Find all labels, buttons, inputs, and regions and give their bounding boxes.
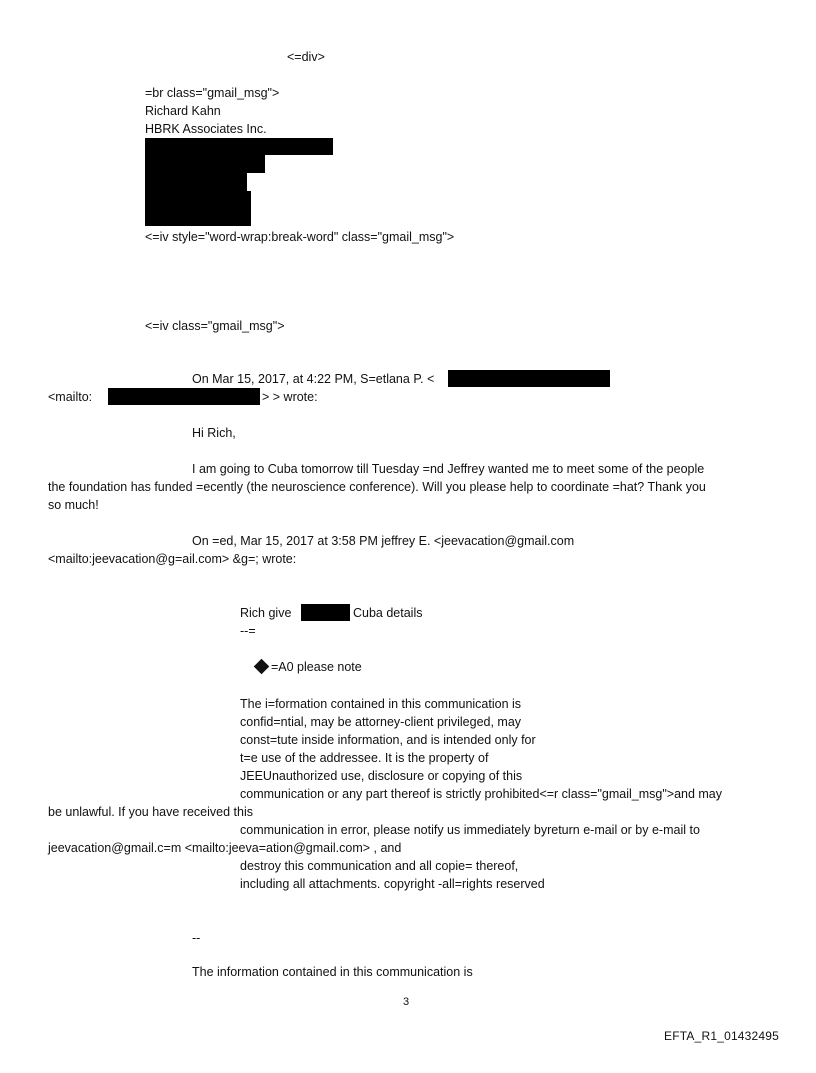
disclaimer-line: confid=ntial, may be attorney-client privileged, may	[240, 715, 522, 729]
disclaimer-line: destroy this communication and all copie= thereof,	[240, 859, 519, 873]
disclaimer-line: const=tute inside information, and is intended only for	[240, 733, 536, 747]
redaction-block	[145, 208, 251, 226]
div-tag-line: <=div>	[287, 50, 325, 64]
body-paragraph-line: I am going to Cuba tomorrow till Tuesday =nd Jeffrey wanted me to meet some of the people	[192, 462, 705, 476]
signature-company: HBRK Associates Inc.	[145, 122, 267, 136]
disclaimer-line: jeevacation@gmail.c=m <mailto:jeeva=ation@gmail.com> , and	[48, 841, 402, 855]
redaction-block	[145, 155, 265, 173]
document-id: EFTA_R1_01432495	[664, 1029, 780, 1043]
dash-separator: --	[192, 931, 201, 945]
br-tag-line: =br class="gmail_msg">	[145, 86, 280, 100]
body-paragraph-line: the foundation has funded =ecently (the neuroscience conference). Will you please help to coordinate =hat? Thank you	[48, 480, 706, 494]
quote1-mailto-suffix: > > wrote:	[262, 390, 318, 404]
greeting: Hi Rich,	[192, 426, 236, 440]
disclaimer-line: including all attachments. copyright -all=rights reserved	[240, 877, 545, 891]
disclaimer-line: communication in error, please notify us immediately byreturn e-mail or by e-mail to	[240, 823, 700, 837]
iv-style-tag-line: <=iv style="word-wrap:break-word" class="gmail_msg">	[145, 230, 455, 244]
disclaimer-line: JEEUnauthorized use, disclosure or copying of this	[240, 769, 523, 783]
redaction-block	[301, 604, 350, 621]
disclaimer-line: be unlawful. If you have received this	[48, 805, 253, 819]
signature-separator: --=	[240, 624, 256, 638]
iv-class-tag-line: <=iv class="gmail_msg">	[145, 319, 285, 333]
quote1-header-line: On Mar 15, 2017, at 4:22 PM, S=etlana P. <	[192, 372, 435, 386]
info-line: The information contained in this communication is	[192, 965, 473, 979]
page-number: 3	[403, 996, 410, 1008]
quote1-mailto-prefix: <mailto:	[48, 390, 93, 404]
disclaimer-line: The i=formation contained in this communication is	[240, 697, 522, 711]
redaction-block	[145, 173, 247, 191]
redaction-block	[108, 388, 260, 405]
quote2-header-line: On =ed, Mar 15, 2017 at 3:58 PM jeffrey E. <jeevacation@gmail.com	[192, 534, 575, 548]
rich-give-suffix: Cuba details	[353, 606, 423, 620]
redaction-block	[448, 370, 610, 387]
redaction-block	[145, 138, 333, 155]
please-note-text: =A0 please note	[271, 660, 362, 674]
quote2-mailto-line: <mailto:jeevacation@g=ail.com> &g=; wrote:	[48, 552, 297, 566]
disclaimer-line: t=e use of the addressee. It is the property of	[240, 751, 489, 765]
signature-name: Richard Kahn	[145, 104, 221, 118]
rich-give-prefix: Rich give	[240, 606, 292, 620]
please-note-line	[256, 658, 362, 676]
redaction-block	[145, 191, 251, 208]
disclaimer-line: communication or any part thereof is strictly prohibited<=r class="gmail_msg">and may	[240, 787, 723, 801]
replacement-char-icon	[254, 659, 270, 675]
body-paragraph-line: so much!	[48, 498, 99, 512]
